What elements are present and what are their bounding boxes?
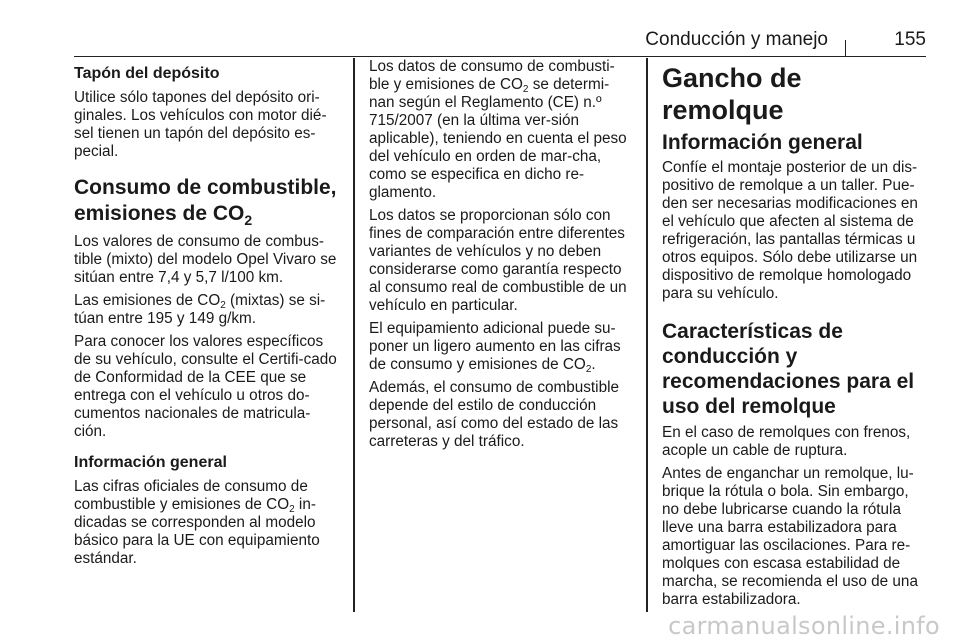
- heading-consumo: Consumo de combustible, emisiones de $CO_2$: [74, 176, 337, 228]
- section-title: Conducción y manejo: [645, 29, 828, 50]
- heading-info-general: Información general: [74, 454, 227, 471]
- paragraph-frenos: En el caso de remolques con frenos, acople un cable de ruptura.: [662, 424, 911, 459]
- column-divider: [353, 58, 355, 612]
- heading-gancho: Gancho de remolque: [662, 63, 802, 125]
- paragraph-tapon: Utilice sólo tapones del depósito ori-ginales. Los vehículos con motor dié-sel tienen un tapón del depósito es-pecial.: [74, 89, 327, 160]
- paragraph-antes: Antes de enganchar un remolque, lu-brique la rótula o bola. Sin embargo, no debe lubricarse cuando la rótula lleve una barra estabilizadora para amortiguar las oscilaciones. Para re-molques con escasa estabilidad de marcha, se recomienda el uso de una barra estabilizadora.: [662, 465, 918, 608]
- column-divider: [646, 58, 648, 612]
- heading-tapon: Tapón del depósito: [74, 65, 220, 82]
- paragraph-emisiones: Las emisiones de $CO_2$ (mixtas) se si-túan entre 195 y 149 g/km.: [74, 292, 326, 327]
- page-header: [74, 22, 926, 57]
- paragraph-datos: Los datos de consumo de combusti-ble y emisiones de $CO_2$ se determi-nan según el Reglamento (CE) n.º 715/2007 (en la última ver-sión aplicable), teniendo en cuenta el peso del vehículo en orden de mar-cha, como se especifica en dicho re-glamento.: [369, 58, 627, 201]
- heading-info-general-remolque: Información general: [662, 131, 863, 154]
- column-middle: [369, 58, 633, 456]
- paragraph-cifras: Las cifras oficiales de consumo de combustible y emisiones de $CO_2$ in-dicadas se corresponden al modelo básico para la UE con equipamiento estándar.: [74, 478, 320, 567]
- column-right: [662, 58, 926, 614]
- paragraph-conocer: Para conocer los valores específicos de su vehículo, consulte el Certifi-cado de Conformidad de la CEE que se entrega con el vehículo u otros do-cumentos nacionales de matricula-ción.: [74, 333, 337, 440]
- header-divider: [845, 40, 847, 57]
- paragraph-fines: Los datos se proporcionan sólo con fines de comparación entre diferentes variantes de vehículos y no deben considerarse como garantía respecto al consumo real de combustible de un vehículo en particular.: [369, 207, 627, 314]
- paragraph-confie: Confíe el montaje posterior de un dis-positivo de remolque a un taller. Pue-den ser necesarias modificaciones en el vehículo que afecten al sistema de refrigeración, las pantallas térmicas u otros equipos. Sólo debe utilizarse un dispositivo de remolque homologado para su vehículo.: [662, 159, 918, 302]
- paragraph-valores: Los valores de consumo de combus-tible (mixto) del modelo Opel Vivaro se sitúan entre 7,4 y 5,7 l/100 km.: [74, 233, 337, 286]
- watermark: carmanualsonline.info: [668, 612, 940, 640]
- paragraph-equipamiento: El equipamiento adicional puede su-poner un ligero aumento en las cifras de consumo y emisiones de $CO_2$.: [369, 320, 621, 375]
- column-left: [74, 58, 340, 573]
- paragraph-ademas: Además, el consumo de combustible depende del estilo de conducción personal, así como del estado de las carreteras y del tráfico.: [369, 379, 619, 450]
- heading-caracteristicas: Características de conducción y recomendaciones para el uso del remolque: [662, 320, 915, 418]
- page-number: 155: [894, 29, 926, 50]
